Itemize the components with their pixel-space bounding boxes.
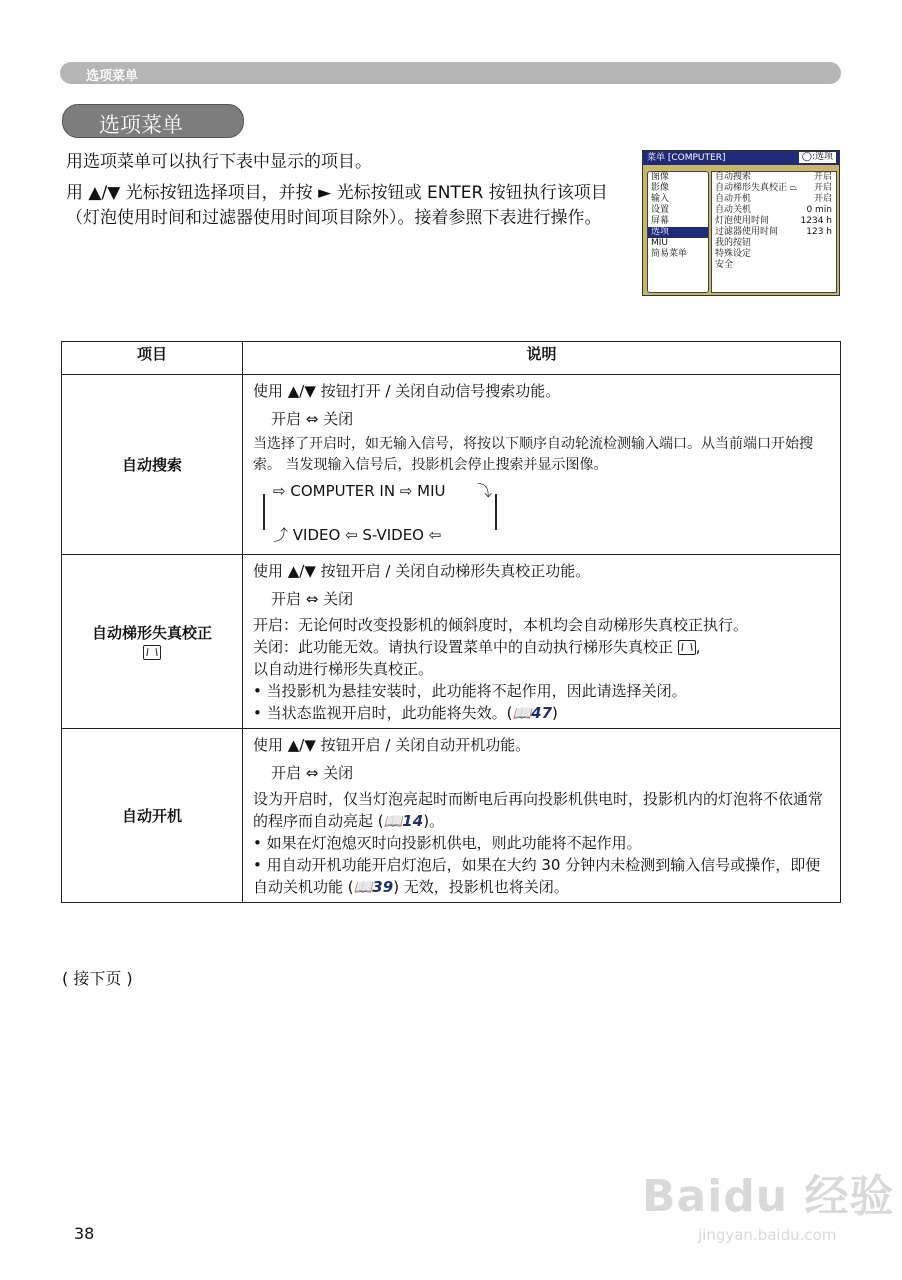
page-ref-link[interactable]: 📖39 [353, 878, 394, 896]
item-auto-keystone: 自动梯形失真校正 [62, 555, 243, 729]
item-auto-search: 自动搜索 [62, 375, 243, 555]
menu-item: 影像 [651, 183, 670, 193]
table-row-auto-keystone [62, 555, 841, 729]
toggle-text: 开启 ⇔ 关闭 [271, 764, 354, 782]
intro-paragraph-2: 用 ▲/▼ 光标按钮选择项目，并按 ► 光标按钮或 ENTER 按钮执行该项目（灯泡使用时间和过滤器使用时间项目除外）。接着参照下表进行操作。 [66, 183, 608, 228]
menu-option-row: 特殊设定 [715, 249, 752, 259]
menu-item: 设置 [651, 205, 670, 215]
menu-item: 输入 [651, 194, 670, 204]
page-number: 38 [74, 1224, 95, 1243]
desc-auto-search [243, 375, 841, 555]
menu-option-row: 自动关机 0 min [715, 205, 832, 215]
col-header-item: 项目 [62, 342, 243, 375]
menu-title: 菜单 [COMPUTER] [647, 153, 726, 163]
desc-auto-keystone [243, 555, 841, 729]
col-header-desc: 说明 [243, 342, 841, 375]
menu-header [643, 151, 839, 165]
page-ref-link[interactable]: 📖14 [383, 812, 424, 830]
keystone-icon [678, 640, 696, 655]
toggle-text: 开启 ⇔ 关闭 [271, 410, 354, 428]
menu-item: 简易菜单 [651, 249, 688, 259]
menu-hint: ◯:选项 [799, 152, 836, 163]
cycle-top-text: ⇨ COMPUTER IN ⇨ MIU [273, 482, 446, 500]
cycle-bottom-text: ⤴ VIDEO ⇦ S-VIDEO ⇦ [273, 526, 442, 544]
cycle-arrow-icon: ⤵ [477, 482, 493, 500]
desc-line: 开启：无论何时改变投影机的倾斜度时，本机均会自动梯形失真校正执行。 [253, 616, 749, 634]
menu-option-row: 安全 [715, 260, 734, 270]
menu-option-row: 自动开机 开启 [715, 194, 832, 204]
watermark-brand: Baidu 经验 [642, 1171, 895, 1222]
menu-right-list [711, 171, 837, 293]
desc-line: 使用 ▲/▼ 按钮开启 / 关闭自动梯形失真校正功能。 [253, 562, 591, 580]
menu-option-row: 自动梯形失真校正 ⏢ 开启 [715, 183, 832, 193]
desc-line: 使用 ▲/▼ 按钮开启 / 关闭自动开机功能。 [253, 736, 531, 754]
keystone-icon [143, 645, 161, 660]
desc-line: • 如果在灯泡熄灭时向投影机供电，则此功能将不起作用。 [253, 834, 642, 852]
menu-option-row: 过滤器使用时间 123 h [715, 227, 832, 237]
intro-text [66, 150, 626, 237]
desc-line: • 用自动开机功能开启灯泡后，如果在大约 30 分钟内未检测到输入信号或操作，即便自动关机功能 (📖39) 无效，投影机也将关闭。 [253, 856, 821, 896]
toggle-text: 开启 ⇔ 关闭 [271, 590, 354, 608]
section-header-bar [60, 62, 841, 84]
menu-item: 屏幕 [651, 216, 670, 226]
search-order-diagram [253, 480, 832, 550]
desc-line: 当选择了开启时，如无输入信号，将按以下顺序自动轮流检测输入端口。从当前端口开始搜索。 当发现输入信号后，投影机会停止搜索并显示图像。 [253, 436, 813, 473]
desc-line: • 当投影机为悬挂安装时，此功能将不起作用，因此请选择关闭。 [253, 682, 687, 700]
menu-option-row: 我的按钮 [715, 238, 752, 248]
page-ref-link[interactable]: 📖47 [512, 704, 553, 722]
page-title: 选项菜单 [62, 104, 244, 138]
desc-auto-on [243, 729, 841, 903]
menu-left-list [647, 171, 709, 293]
continued-note: ( 接下页 ) [62, 969, 133, 988]
table-row-auto-search [62, 375, 841, 555]
desc-line: 设为开启时，仅当灯泡亮起时而断电后再向投影机供电时，投影机内的灯泡将不依通常的程序而自动亮起 (📖14)。 [253, 790, 824, 830]
desc-line: 使用 ▲/▼ 按钮打开 / 关闭自动信号搜索功能。 [253, 382, 561, 400]
item-auto-on: 自动开机 [62, 729, 243, 903]
table-header-row [62, 342, 841, 375]
watermark-url: jingyan.baidu.com [698, 1226, 837, 1244]
options-table [61, 341, 841, 903]
section-label: 选项菜单 [86, 69, 139, 84]
menu-option-row: 灯泡使用时间 1234 h [715, 216, 832, 226]
watermark [642, 1160, 894, 1244]
menu-screenshot [642, 150, 840, 296]
menu-option-row: 自动搜索 开启 [715, 172, 832, 182]
menu-item: MIU [651, 238, 669, 248]
desc-line: • 当状态监视开启时，此功能将失效。(📖47) [253, 704, 558, 722]
desc-line: 关闭：此功能无效。请执行设置菜单中的自动执行梯形失真校正 , [253, 638, 701, 656]
menu-item-selected: 选项 [648, 227, 708, 238]
table-row-auto-on [62, 729, 841, 903]
intro-paragraph-1: 用选项菜单可以执行下表中显示的项目。 [66, 152, 372, 172]
desc-line: 以自动进行梯形失真校正。 [253, 660, 434, 678]
menu-item: 图像 [651, 172, 670, 182]
